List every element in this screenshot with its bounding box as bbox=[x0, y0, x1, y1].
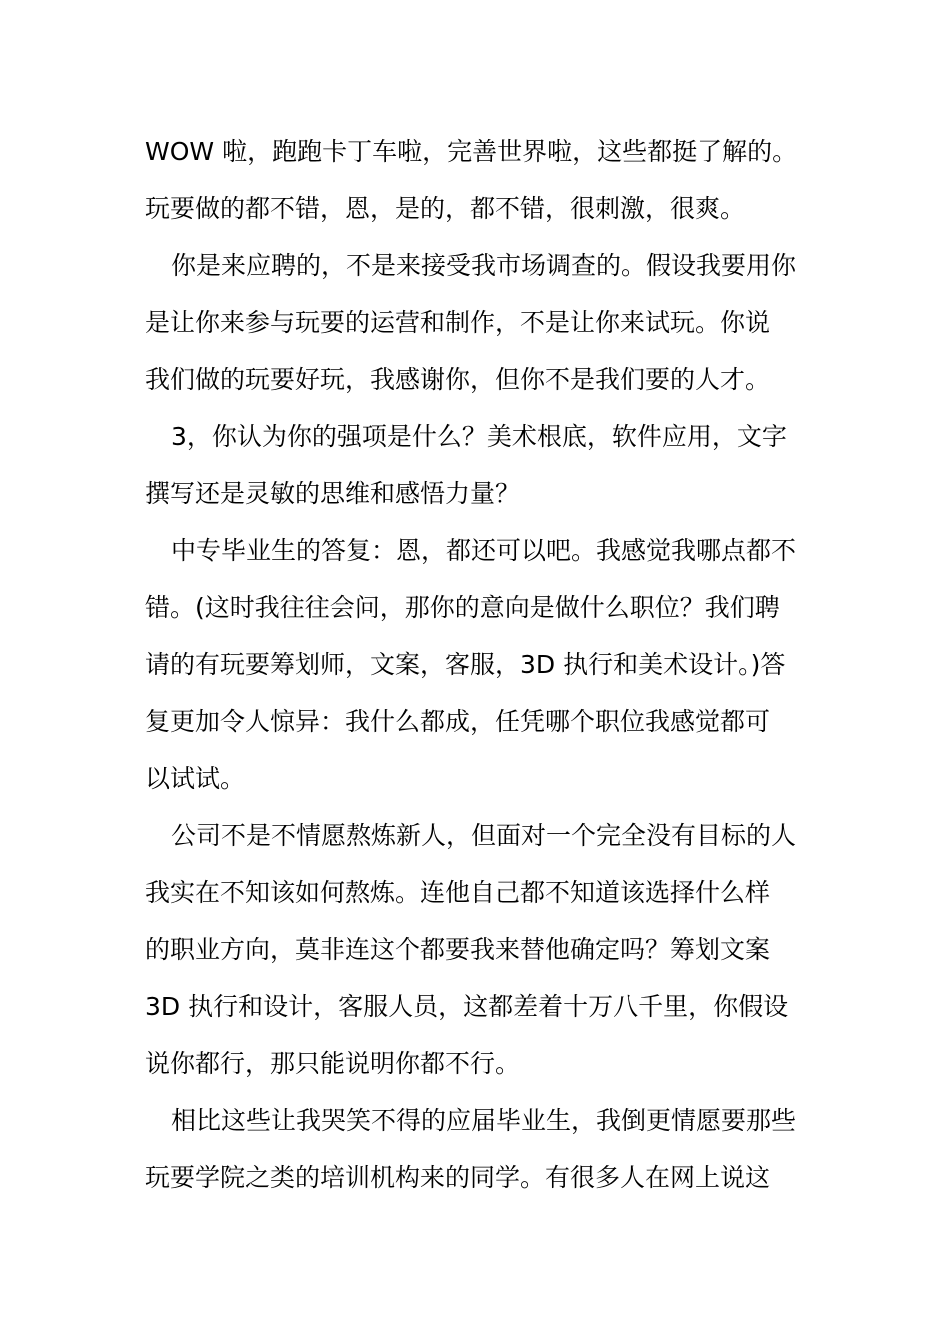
text-line: 我实在不知该如何熬炼。连他自己都不知道该选择什么样 bbox=[145, 878, 771, 907]
text-line: 复更加令人惊异：我什么都成，任凭哪个职位我感觉都可 bbox=[145, 707, 771, 736]
paragraph-start-line: 你是来应聘的，不是来接受我市场调查的。假设我要用你 bbox=[171, 251, 797, 280]
paragraph-start-line: 相比这些让我哭笑不得的应届毕业生，我倒更情愿要那些 bbox=[171, 1106, 797, 1135]
text-line: 请的有玩要筹划师，文案，客服，3D 执行和美术设计。)答 bbox=[145, 650, 786, 679]
text-line: 撰写还是灵敏的思维和感悟力量？ bbox=[145, 479, 521, 508]
text-line: 错。(这时我往往会问，那你的意向是做什么职位？我们聘 bbox=[145, 593, 780, 622]
text-line: 的职业方向，莫非连这个都要我来替他确定吗？筹划文案 bbox=[145, 935, 771, 964]
text-line: 以试试。 bbox=[145, 764, 246, 793]
document-body bbox=[145, 123, 807, 1206]
text-line: WOW 啦，跑跑卡丁车啦，完善世界啦，这些都挺了解的。 bbox=[145, 137, 798, 166]
text-line: 3D 执行和设计，客服人员，这都差着十万八千里，你假设 bbox=[145, 992, 789, 1021]
paragraph-start-line: 中专毕业生的答复：恩，都还可以吧。我感觉我哪点都不 bbox=[171, 536, 797, 565]
paragraph-start-line: 3，你认为你的强项是什么？美术根底，软件应用，文字 bbox=[171, 422, 787, 451]
text-line: 我们做的玩要好玩，我感谢你，但你不是我们要的人才。 bbox=[145, 365, 771, 394]
text-line: 是让你来参与玩要的运营和制作，不是让你来试玩。你说 bbox=[145, 308, 771, 337]
text-line: 玩要学院之类的培训机构来的同学。有很多人在网上说这 bbox=[145, 1163, 771, 1192]
text-line: 玩要做的都不错，恩，是的，都不错，很刺激，很爽。 bbox=[145, 194, 746, 223]
text-line: 说你都行，那只能说明你都不行。 bbox=[145, 1049, 521, 1078]
paragraph-start-line: 公司不是不情愿熬炼新人，但面对一个完全没有目标的人 bbox=[171, 821, 797, 850]
